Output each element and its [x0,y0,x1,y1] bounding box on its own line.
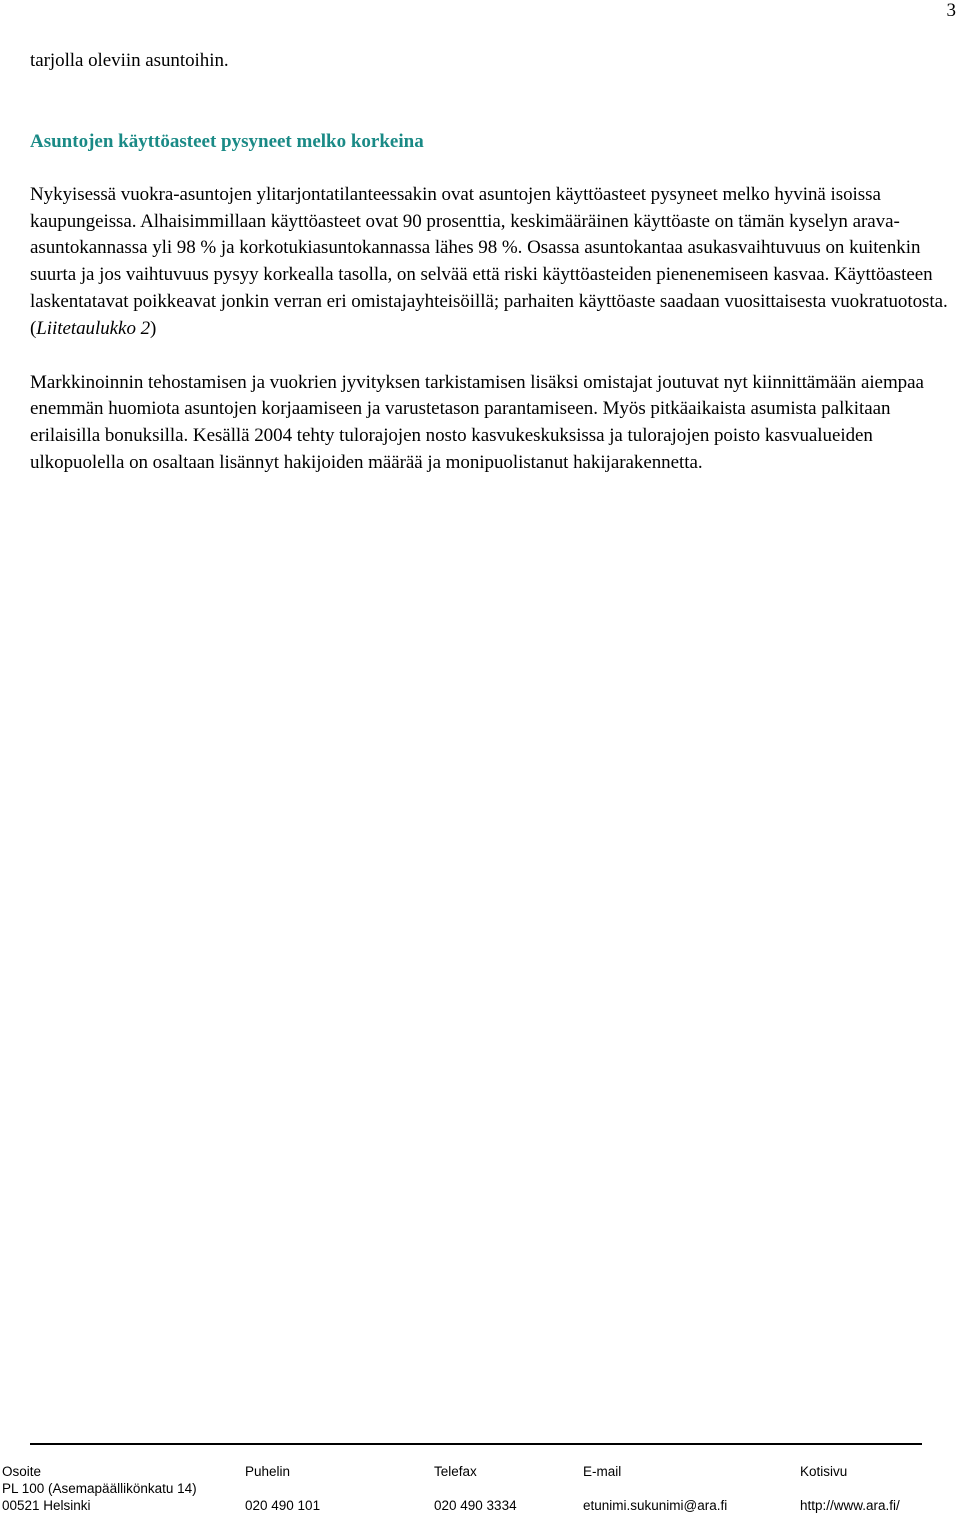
footer-phone-value: 020 490 101 [245,1498,321,1513]
document-body [30,48,955,477]
footer-divider [30,1443,922,1445]
footer-address-line2: 00521 Helsinki [2,1498,91,1513]
footer-address-line1: PL 100 (Asemapäällikönkatu 14) [2,1481,197,1496]
paragraph-usage-rates-text: Nykyisessä vuokra-asuntojen ylitarjontatilanteessakin ovat asuntojen käyttöasteet pysyneet melko hyvinä isoissa kaupungeissa. Alhaisimmillaan käyttöasteet ovat 90 prosenttia, keskimääräinen käyttöaste on tämän kyselyn arava-asuntokannassa yli 98 % ja korkotukiasuntokannassa lähes 98 %. Osassa asuntokantaa asukasvaihtuvuus on kuitenkin suurta ja jos vaihtuvuus pysyy korkealla tasolla, on selvää että riski käyttöasteiden pienenemiseen kasvaa. Käyttöasteen laskentatavat poikkeavat jonkin verran eri omistajayhteisöillä; parhaiten käyttöaste saadaan vuosittaisesta vuokratuotosta. [30,183,948,312]
footer-fax-label: Telefax [434,1464,477,1479]
page-number: 3 [946,0,956,21]
footer-email-value: etunimi.sukunimi@ara.fi [583,1498,728,1513]
lead-line: tarjolla oleviin asuntoihin. [30,50,229,71]
footer-web-value: http://www.ara.fi/ [800,1498,900,1513]
footer-web-label: Kotisivu [800,1464,848,1479]
footer-phone-label: Puhelin [245,1464,291,1479]
paragraph-usage-rates [30,182,955,343]
appendix-table-reference: Liitetaulukko 2 [36,317,151,339]
section-heading: Asuntojen käyttöasteet pysyneet melko korkeina [30,130,424,152]
footer-address-label: Osoite [2,1464,42,1479]
footer-fax-value: 020 490 3334 [434,1498,517,1513]
footer-email-label: E-mail [583,1464,622,1479]
paragraph-marketing: Markkinoinnin tehostamisen ja vuokrien jyvityksen tarkistamisen lisäksi omistajat joutuvat nyt kiinnittämään aiempaa enemmän huomiota asuntojen korjaamiseen ja varustetason parantamiseen. Myös pitkäaikaista asumista palkitaan erilaisilla bonuksilla. Kesällä 2004 tehty tulorajojen nosto kasvukeskuksissa ja tulorajojen poisto kasvualueiden ulkopuolella on osaltaan lisännyt hakijoiden määrää ja monipuolistanut hakijarakennetta. [30,371,924,473]
ref-close: ) [150,317,157,339]
ref-open: ( [30,317,37,339]
